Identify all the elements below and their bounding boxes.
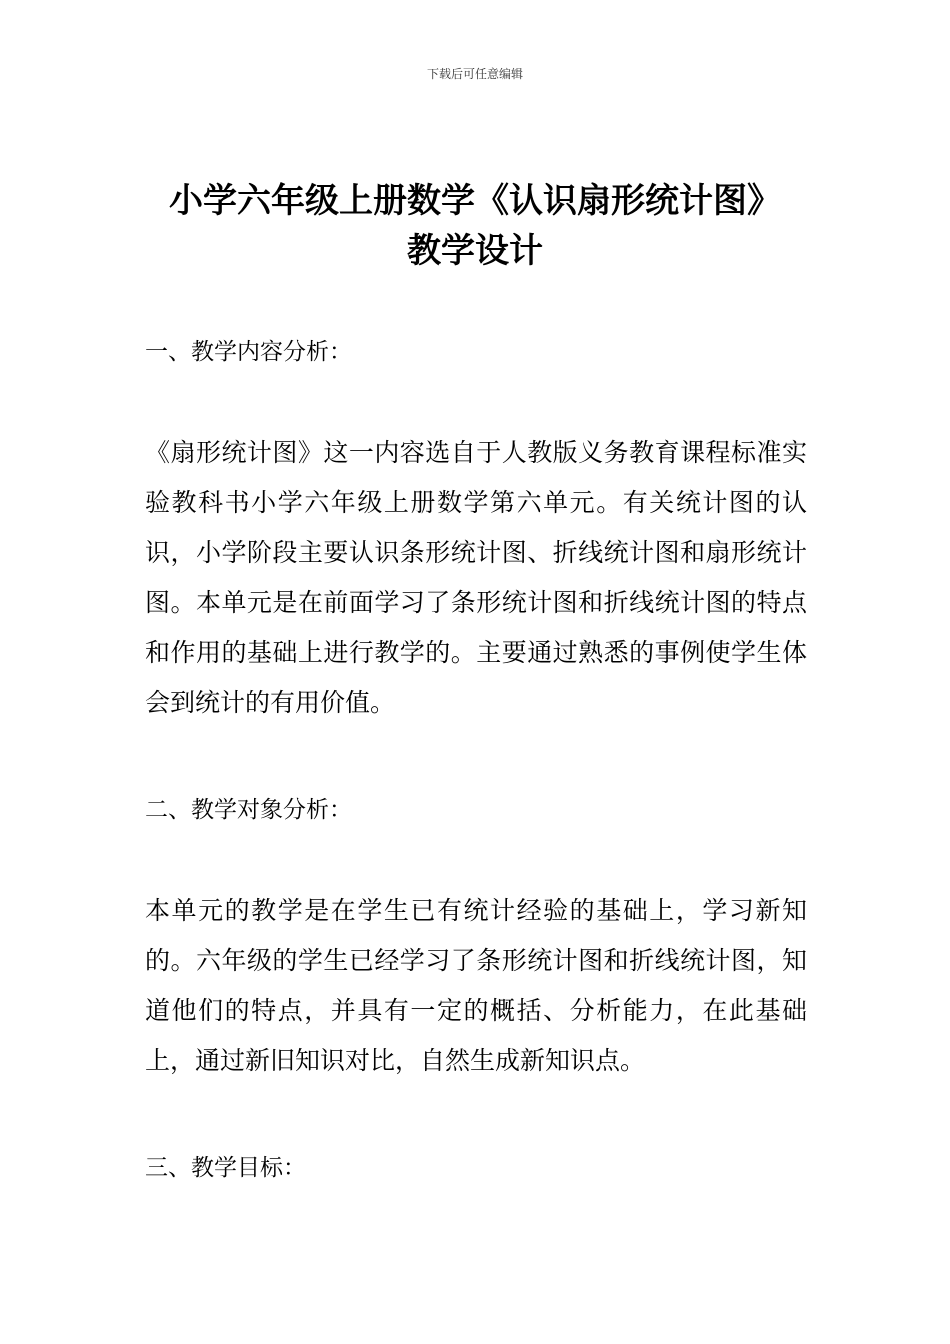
document-body	[145, 330, 807, 1190]
document-title-line-2: 教学设计	[407, 231, 543, 271]
document-title-line-1: 小学六年级上册数学《认识扇形统计图》	[169, 181, 781, 221]
section-heading-2: 二、教学对象分析：	[145, 797, 352, 823]
section-paragraph-1: 《扇形统计图》这一内容选自于人教版义务教育课程标准实验教科书小学六年级上册数学第六单元。有关统计图的认识，小学阶段主要认识条形统计图、折线统计图和扇形统计图。本单元是在前面学习了条形统计图和折线统计图的特点和作用的基础上进行教学的。主要通过熟悉的事例使学生体会到统计的有用价值。	[145, 438, 807, 717]
section-paragraph-2: 本单元的教学是在学生已有统计经验的基础上，学习新知的。六年级的学生已经学习了条形统计图和折线统计图，知道他们的特点，并具有一定的概括、分析能力，在此基础上，通过新旧知识对比，自然生成新知识点。	[145, 896, 807, 1075]
section-heading-1: 一、教学内容分析：	[145, 339, 352, 365]
header-note: 下载后可任意编辑	[426, 67, 523, 81]
section-heading-3: 三、教学目标：	[145, 1155, 306, 1181]
